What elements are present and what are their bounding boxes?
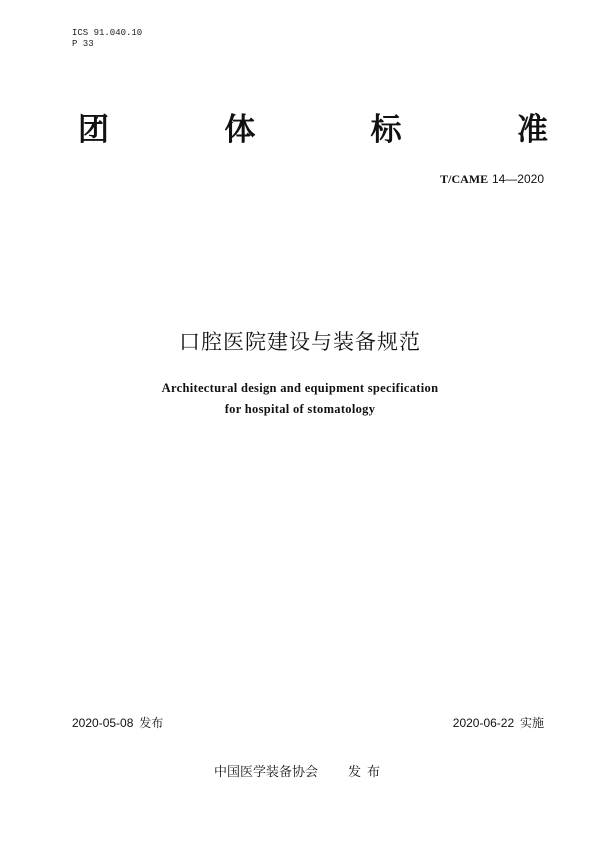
bottom-divider (72, 737, 544, 738)
publisher-name: 中国医学装备协会 (213, 765, 318, 780)
top-divider (72, 199, 544, 200)
document-title-english (0, 378, 600, 420)
standard-type-char-1: 团 (78, 112, 109, 148)
standard-number-year: 14—2020 (491, 172, 544, 186)
standard-code: T/CAME (440, 172, 489, 186)
classification-codes (72, 28, 142, 50)
standard-type-char-4: 准 (516, 112, 548, 148)
ics-code: ICS 91.040.10 (72, 28, 143, 38)
effective-date (453, 715, 544, 731)
english-title-line-2: for hospital of stomatology (224, 402, 376, 416)
standard-type-heading (78, 110, 548, 150)
release-date (72, 715, 163, 731)
publisher-action: 发布 (348, 765, 387, 780)
release-date-label: 发布 (139, 716, 164, 730)
standard-type-char-3: 标 (370, 112, 402, 148)
effective-date-label: 实施 (519, 716, 544, 730)
publisher-line (0, 764, 600, 782)
standard-type-char-2: 体 (224, 112, 256, 148)
ccs-code: P 33 (72, 39, 94, 49)
effective-date-value: 2020-06-22 (452, 716, 515, 730)
standard-number (440, 171, 544, 187)
release-date-value: 2020-05-08 (72, 716, 134, 730)
document-title-chinese: 口腔医院建设与装备规范 (179, 330, 421, 354)
english-title-line-1: Architectural design and equipment specification (161, 381, 439, 395)
